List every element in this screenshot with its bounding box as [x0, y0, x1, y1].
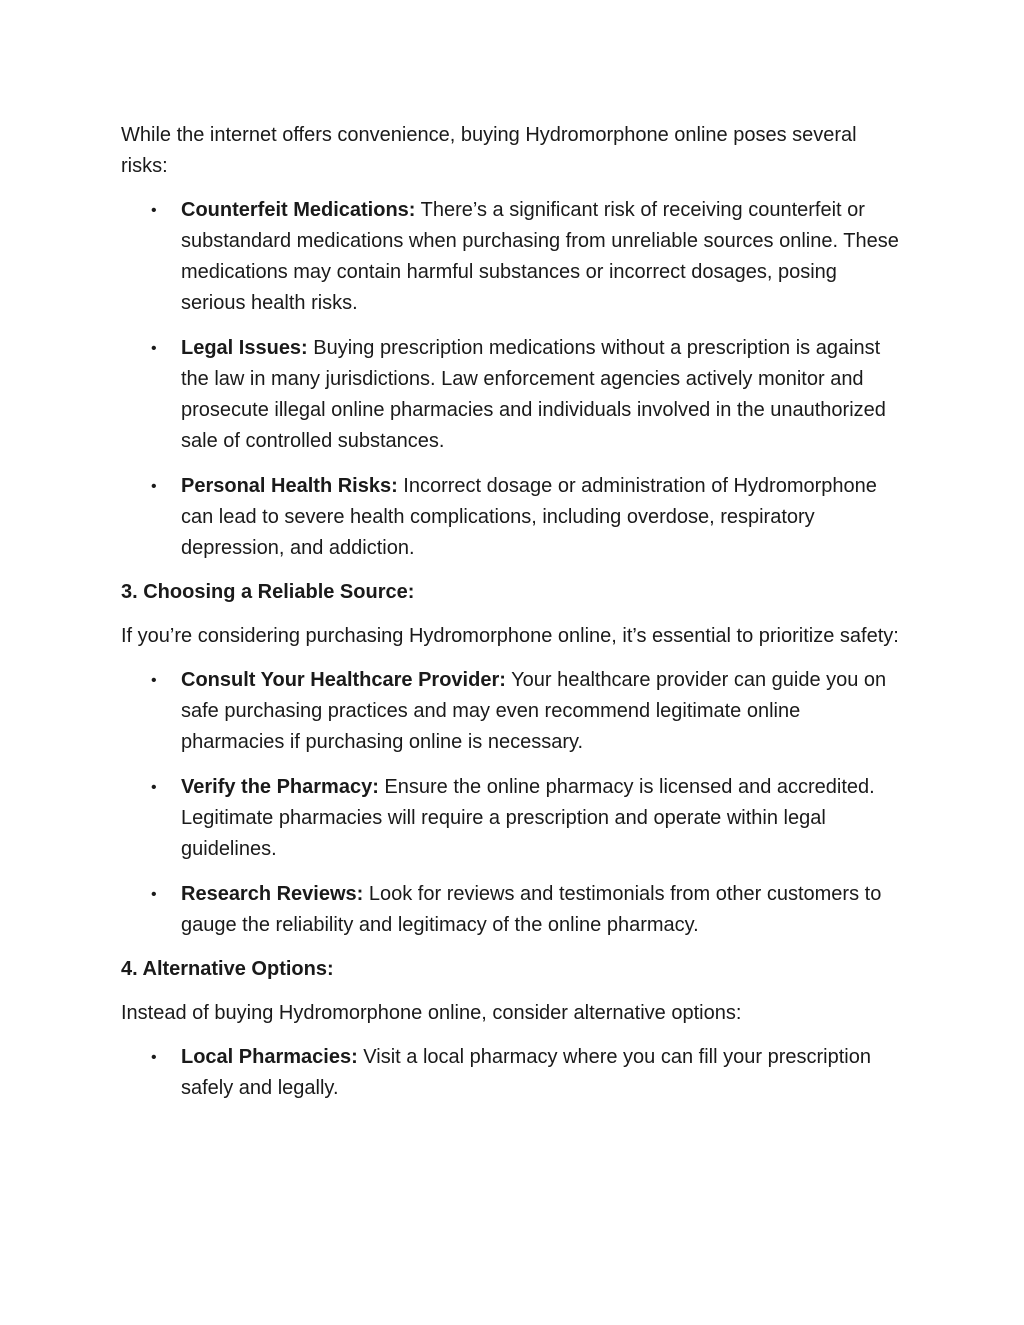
bullet-icon: •	[151, 1049, 157, 1066]
bullet-icon: •	[151, 886, 157, 903]
item-text: Incorrect dosage or administration of Hydromorphone can lead to severe health complications, including overdose, respiratory depression, and addiction.	[181, 475, 877, 559]
list-item	[121, 333, 900, 457]
bullet-icon: •	[151, 202, 157, 219]
bullet-icon: •	[151, 672, 157, 689]
risks-list	[121, 195, 900, 564]
section-heading-reliable-source: 3. Choosing a Reliable Source:	[121, 581, 415, 603]
list-item	[121, 471, 900, 564]
bullet-icon: •	[151, 779, 157, 796]
item-text: Your healthcare provider can guide you on safe purchasing practices and may even recommend legitimate online pharmacies if purchasing online is necessary.	[181, 669, 887, 753]
item-term: Personal Health Risks:	[181, 475, 398, 497]
section-intro-reliable-source: If you’re considering purchasing Hydromorphone online, it’s essential to prioritize safety:	[121, 625, 899, 647]
bullet-icon: •	[151, 478, 157, 495]
list-item	[121, 1042, 900, 1104]
item-text: There’s a significant risk of receiving counterfeit or substandard medications when purchasing from unreliable sources online. These medications may contain harmful substances or incorrect dosages, posing serious health risks.	[181, 199, 899, 314]
alternative-options-list	[121, 1042, 900, 1104]
item-text: Visit a local pharmacy where you can fill your prescription safely and legally.	[181, 1046, 871, 1099]
item-text: Ensure the online pharmacy is licensed and accredited. Legitimate pharmacies will require a prescription and operate within legal guidelines.	[181, 776, 875, 860]
list-item	[121, 772, 900, 865]
section-heading-alternative-options: 4. Alternative Options:	[121, 958, 334, 980]
list-item	[121, 195, 900, 319]
item-text: Buying prescription medications without a prescription is against the law in many jurisdictions. Law enforcement agencies actively monitor and prosecute illegal online pharmacies and individuals involved in the unauthorized sale of controlled substances.	[181, 337, 886, 452]
item-term: Verify the Pharmacy:	[181, 776, 379, 798]
item-term: Counterfeit Medications:	[181, 199, 416, 221]
list-item	[121, 665, 900, 758]
item-term: Local Pharmacies:	[181, 1046, 358, 1068]
section-intro-alternative-options: Instead of buying Hydromorphone online, consider alternative options:	[121, 1002, 742, 1024]
item-text: Look for reviews and testimonials from other customers to gauge the reliability and legitimacy of the online pharmacy.	[181, 883, 882, 936]
bullet-icon: •	[151, 340, 157, 357]
item-term: Consult Your Healthcare Provider:	[181, 669, 506, 691]
list-item	[121, 879, 900, 941]
item-term: Legal Issues:	[181, 337, 308, 359]
reliable-source-list	[121, 665, 900, 941]
item-term: Research Reviews:	[181, 883, 364, 905]
intro-paragraph: While the internet offers convenience, buying Hydromorphone online poses several risks:	[121, 124, 857, 177]
